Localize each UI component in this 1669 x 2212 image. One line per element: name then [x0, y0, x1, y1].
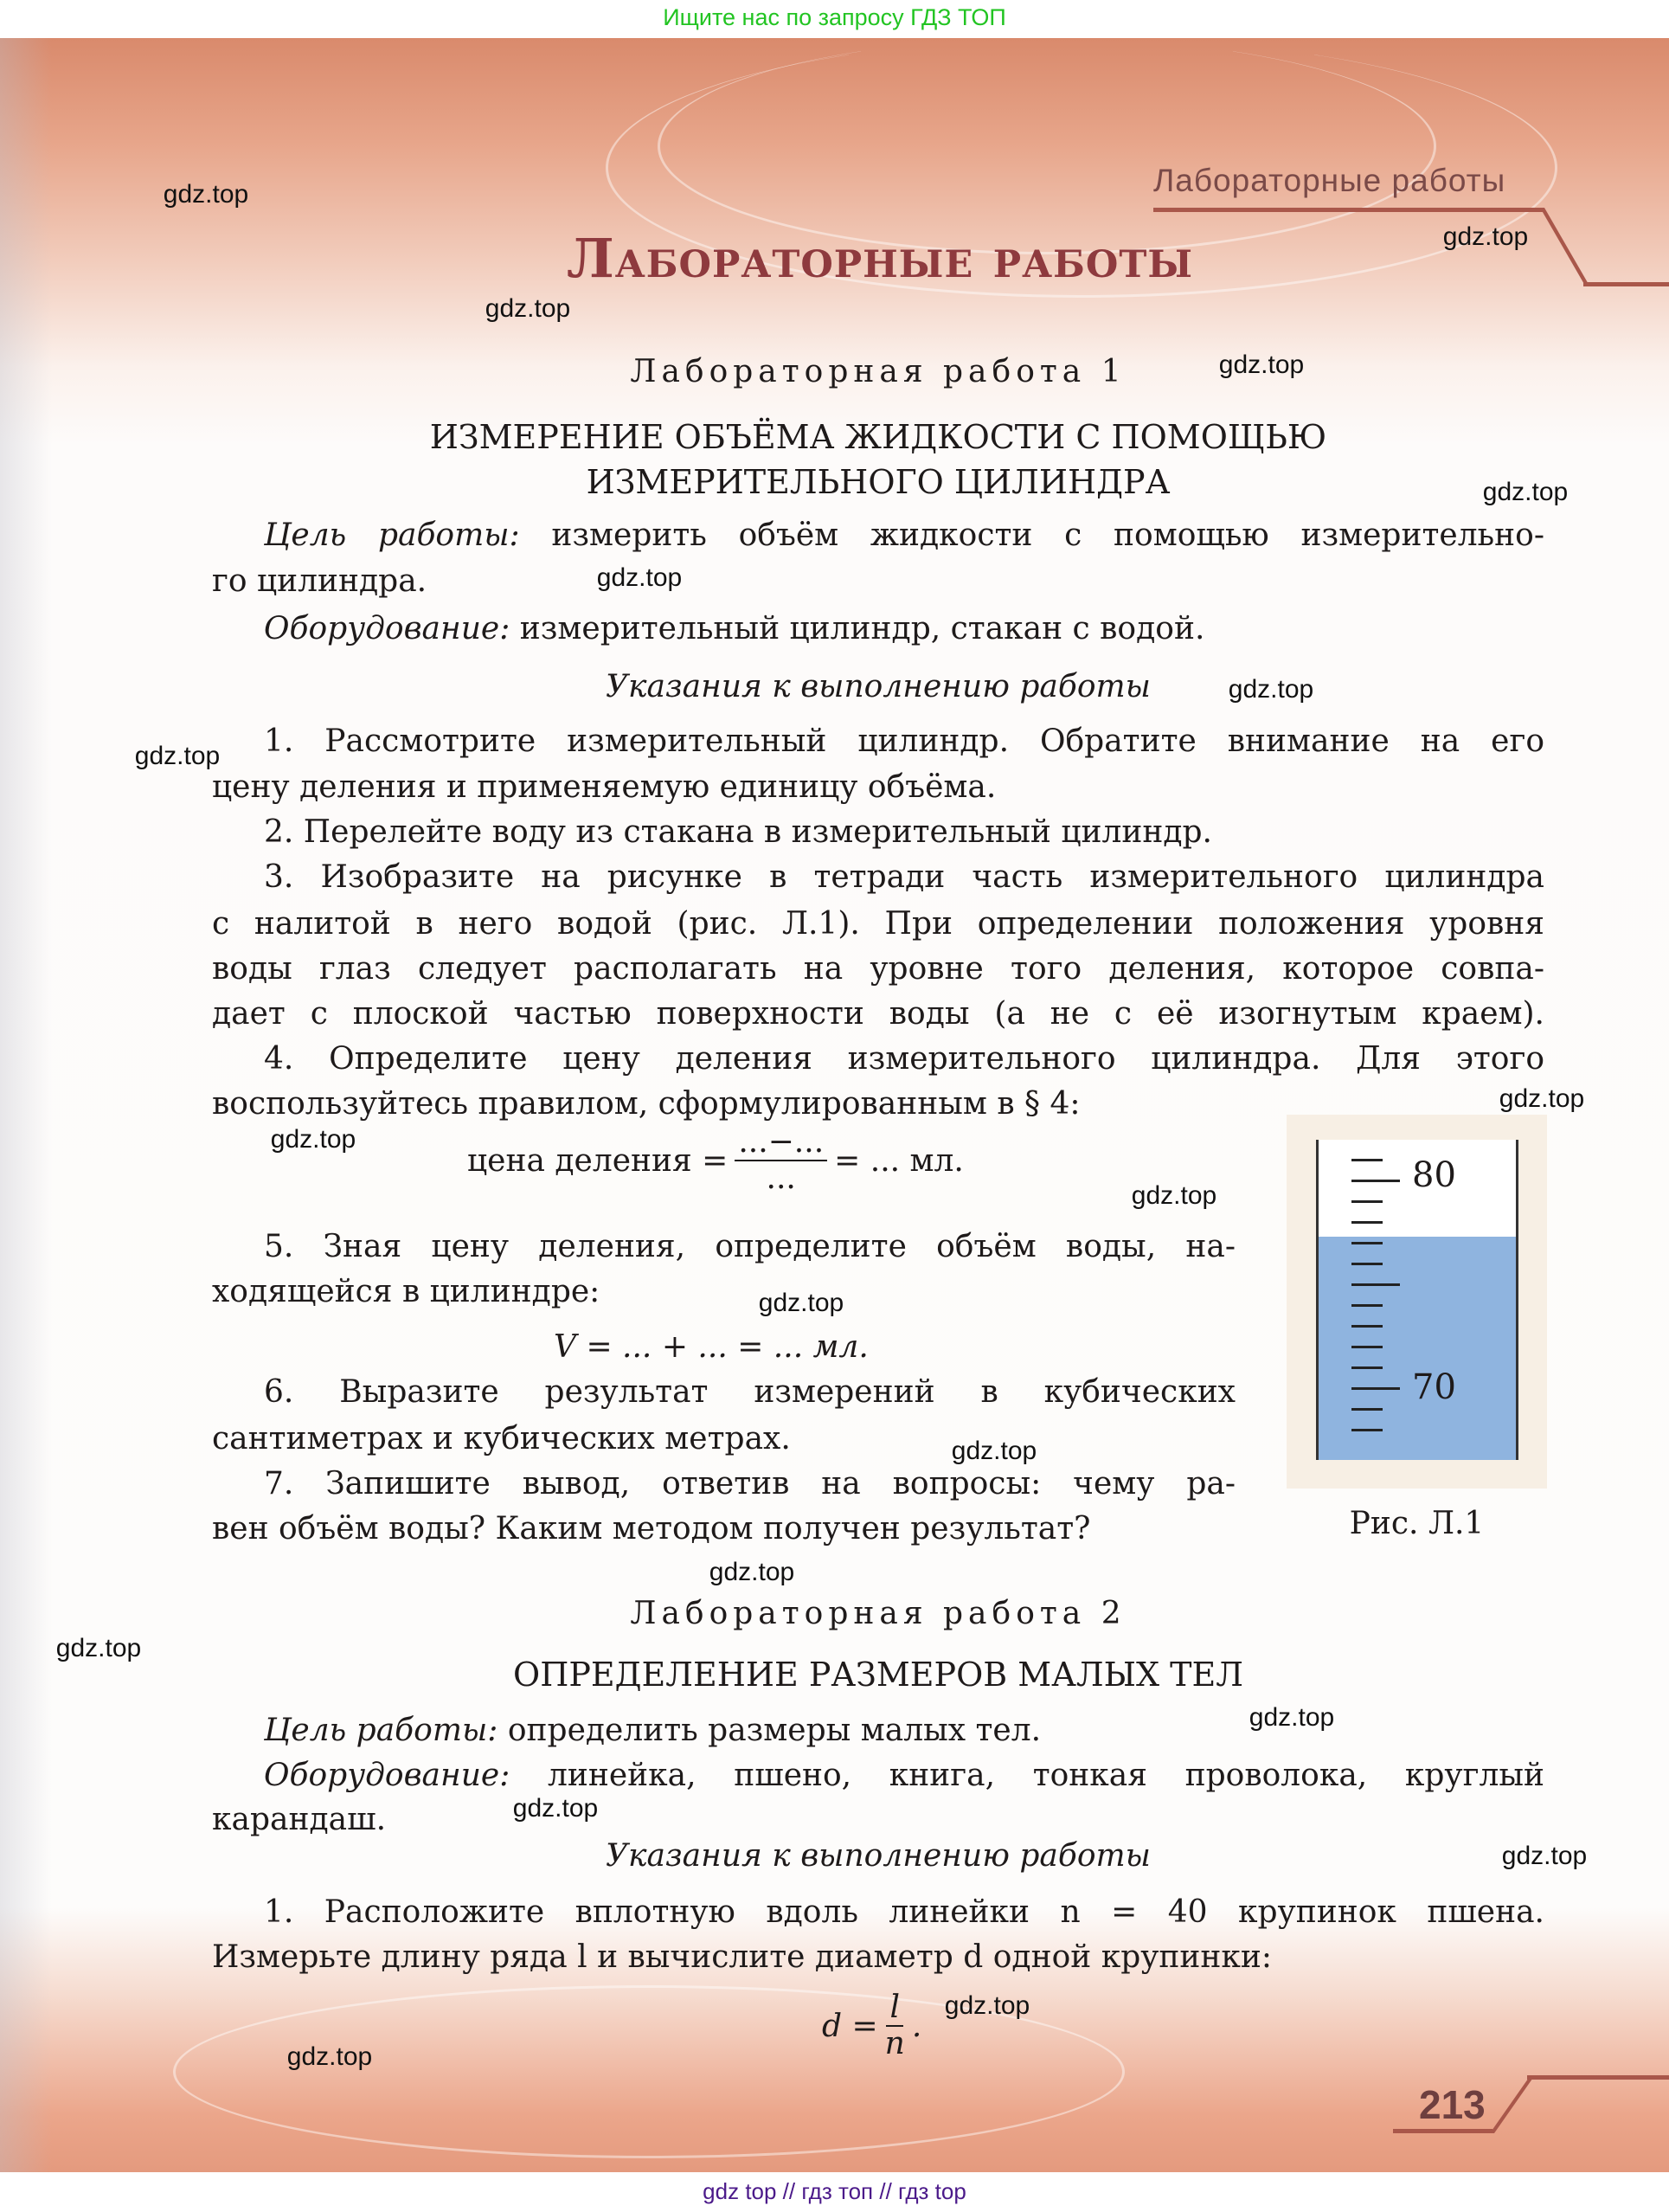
- goal-text: измерить объём жидкости с помощью измерительно-: [519, 518, 1544, 553]
- lab1-line: 2. Перелейте воду из стакана в измерительный цилиндр.: [264, 814, 1212, 850]
- watermark: gdz.top: [596, 563, 683, 592]
- formula-denominator: n: [884, 2026, 905, 2061]
- scale-tick: [1351, 1200, 1383, 1203]
- watermark: gdz.top: [1501, 1842, 1588, 1870]
- lab1-line: 1. Рассмотрите измерительный цилиндр. Обратите внимание на его: [264, 723, 1544, 759]
- scale-tick: [1351, 1429, 1383, 1431]
- cylinder: [1316, 1140, 1518, 1460]
- footer-links[interactable]: gdz top // гдз топ // гдз top: [703, 2178, 966, 2204]
- goal-label: Цель работы:: [264, 518, 520, 553]
- formula-denominator: ...: [766, 1161, 796, 1196]
- watermark: gdz.top: [1482, 478, 1569, 506]
- lab1-line: дает с плоской частью поверхности воды (а не с её изогнутым краем).: [212, 996, 1544, 1032]
- lab1-line: ходящейся в цилиндре:: [212, 1274, 600, 1309]
- lab1-line: 4. Определите цену деления измерительного цилиндра. Для этого: [264, 1041, 1544, 1077]
- figure-caption: Рис. Л.1: [1349, 1506, 1485, 1541]
- lab1-line: цену деления и применяемую единицу объёма.: [212, 769, 997, 805]
- scale-tick: [1351, 1366, 1383, 1369]
- watermark: gdz.top: [163, 180, 249, 209]
- watermark: gdz.top: [485, 294, 571, 323]
- formula-fraction: [885, 1990, 905, 2061]
- search-banner[interactable]: Ищите нас по запросу ГДЗ ТОП: [663, 4, 1006, 30]
- watermark: gdz.top: [951, 1437, 1037, 1465]
- goal-label: Цель работы:: [264, 1713, 498, 1748]
- scale-tick: [1351, 1325, 1383, 1328]
- diameter-formula: [822, 1990, 921, 2061]
- scale-tick: [1351, 1180, 1400, 1182]
- page-edge: [0, 38, 52, 2172]
- watermark: gdz.top: [944, 1991, 1030, 2020]
- scale-tick: [1351, 1346, 1383, 1348]
- watermark: gdz.top: [55, 1634, 142, 1662]
- lab1-instructions-heading: Указания к выполнению работы: [606, 669, 1151, 704]
- scale-tick: [1351, 1242, 1383, 1244]
- lab1-equipment: [212, 607, 1544, 652]
- decorative-wave: [658, 38, 1436, 254]
- watermark: gdz.top: [270, 1125, 356, 1154]
- equipment-text: измерительный цилиндр, стакан с водой.: [510, 611, 1205, 646]
- formula-result: = ... мл.: [834, 1142, 964, 1179]
- lab1-line: 5. Зная цену деления, определите объём воды, на-: [264, 1229, 1236, 1264]
- page-title: Лабораторные работы: [566, 227, 1194, 290]
- lab1-goal-cont: го цилиндра.: [212, 563, 427, 599]
- lab1-line: с налитой в него водой (рис. Л.1). При определении положения уровня: [212, 906, 1544, 942]
- watermark: gdz.top: [709, 1558, 795, 1586]
- formula-tail: .: [911, 2008, 922, 2044]
- scale-tick: [1351, 1263, 1383, 1265]
- lab2-heading: ОПРЕДЕЛЕНИЕ РАЗМЕРОВ МАЛЫХ ТЕЛ: [513, 1656, 1243, 1694]
- lab1-line: вен объём воды? Каким методом получен результат?: [212, 1511, 1091, 1546]
- lab2-line: 1. Расположите вплотную вдоль линейки n = 40 крупинок пшена.: [264, 1894, 1544, 1930]
- equipment-text: линейка, пшено, книга, тонкая проволока, круглый: [510, 1758, 1544, 1793]
- lab1-heading-line-1: ИЗМЕРЕНИЕ ОБЪЁМА ЖИДКОСТИ С ПОМОЩЬЮ: [429, 418, 1327, 456]
- watermark: gdz.top: [286, 2042, 373, 2071]
- scale-label-80: 80: [1412, 1155, 1456, 1195]
- equipment-label: Оборудование:: [264, 1758, 510, 1793]
- watermark: gdz.top: [1218, 350, 1305, 379]
- lab1-line: 3. Изобразите на рисунке в тетради часть измерительного цилиндра: [264, 859, 1544, 895]
- watermark: gdz.top: [758, 1289, 844, 1317]
- formula-label: цена деления =: [467, 1142, 729, 1179]
- scale-tick: [1351, 1283, 1400, 1286]
- scale-tick: [1351, 1221, 1383, 1224]
- scale-tick: [1351, 1304, 1383, 1307]
- watermark: gdz.top: [1131, 1181, 1217, 1210]
- lab2-goal: [212, 1708, 1544, 1753]
- formula-fraction: [735, 1125, 827, 1196]
- page-number-rule: [1527, 2075, 1669, 2080]
- lab2-equipment: [212, 1753, 1544, 1798]
- running-header: Лабораторные работы: [1153, 163, 1506, 198]
- formula-left: d =: [822, 2008, 878, 2044]
- figure-measuring-cylinder: [1287, 1115, 1547, 1489]
- watermark: gdz.top: [1442, 222, 1529, 251]
- water-level: [1319, 1237, 1516, 1460]
- lab1-line: воды глаз следует располагать на уровне того деления, которое совпа-: [212, 951, 1544, 987]
- page-number-rule: [1393, 2129, 1492, 2133]
- watermark: gdz.top: [134, 742, 221, 770]
- equipment-label: Оборудование:: [264, 611, 510, 646]
- scale-label-70: 70: [1412, 1367, 1456, 1407]
- lab2-instructions-heading: Указания к выполнению работы: [606, 1838, 1151, 1874]
- watermark: gdz.top: [1499, 1084, 1585, 1113]
- lab1-goal: [212, 513, 1544, 558]
- scale-tick: [1351, 1159, 1383, 1161]
- formula-numerator: ...−...: [735, 1125, 827, 1161]
- scale-tick: [1351, 1387, 1400, 1390]
- goal-text: определить размеры малых тел.: [497, 1713, 1042, 1748]
- lab1-line: воспользуйтесь правилом, сформулированным в § 4:: [212, 1086, 1081, 1122]
- division-price-formula: [467, 1125, 964, 1196]
- formula-numerator: l: [886, 1990, 903, 2027]
- lab1-number: Лабораторная работа 1: [630, 354, 1127, 389]
- lab2-line: Измерьте длину ряда l и вычислите диаметр d одной крупинки:: [212, 1939, 1273, 1975]
- lab2-equipment-cont: карандаш.: [212, 1802, 387, 1837]
- page-number: 213: [1419, 2082, 1486, 2127]
- lab1-line: 6. Выразите результат измерений в кубических: [264, 1374, 1236, 1410]
- lab1-line: 7. Запишите вывод, ответив на вопросы: чему ра-: [264, 1466, 1236, 1501]
- lab2-number: Лабораторная работа 2: [630, 1596, 1127, 1631]
- volume-formula: V = ... + ... = ... мл.: [554, 1329, 869, 1365]
- watermark: gdz.top: [512, 1794, 599, 1823]
- watermark: gdz.top: [1249, 1703, 1335, 1732]
- header-rule: [1153, 208, 1543, 212]
- lab1-line: сантиметрах и кубических метрах.: [212, 1421, 791, 1456]
- scale-tick: [1351, 1408, 1383, 1411]
- lab1-heading-line-2: ИЗМЕРИТЕЛЬНОГО ЦИЛИНДРА: [586, 463, 1171, 501]
- watermark: gdz.top: [1228, 675, 1314, 704]
